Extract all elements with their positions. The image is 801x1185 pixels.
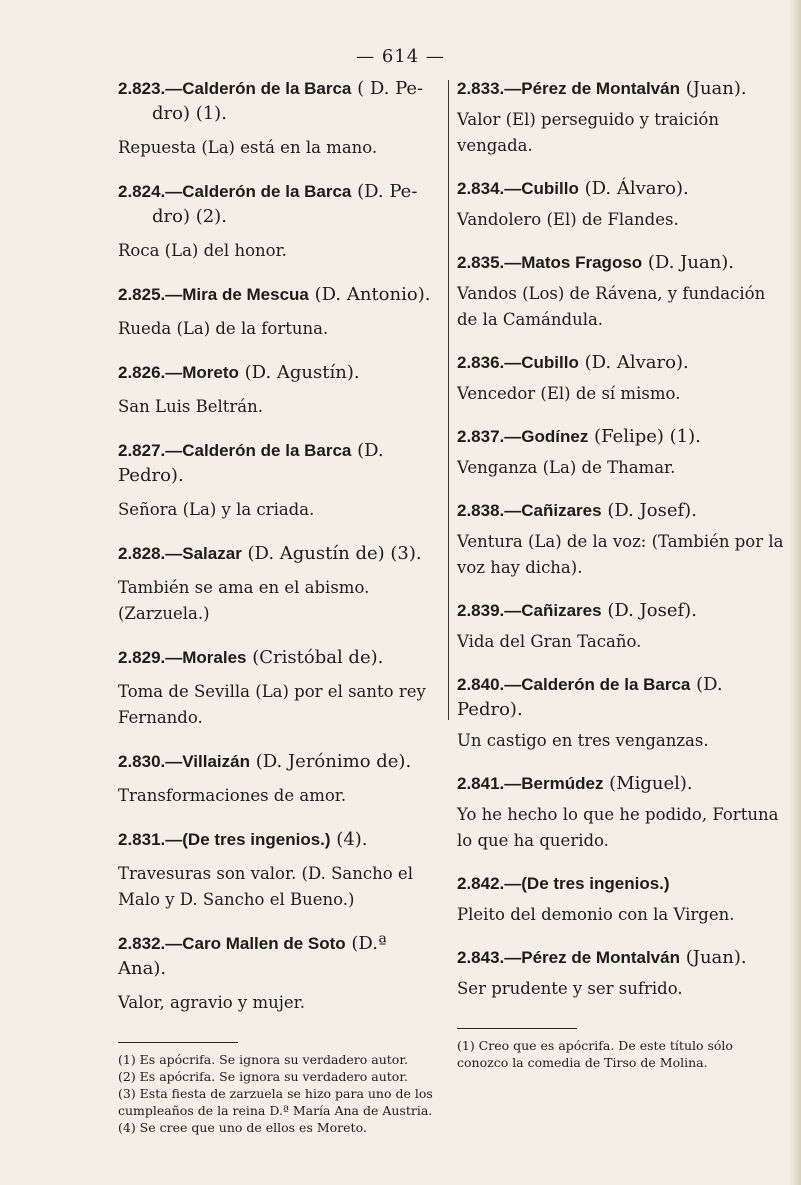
entry-title: Vandos (Los) de Rávena, y fundación de la Camándula.	[457, 284, 766, 329]
entry-number: 2.839.—	[457, 601, 522, 620]
entry-title: Pleito del demonio con la Virgen.	[457, 905, 735, 924]
entry-heading	[118, 931, 440, 981]
entry-author: Calderón de la Barca	[182, 79, 352, 98]
entry-number: 2.840.—	[457, 675, 522, 694]
right-column	[457, 76, 787, 1071]
catalog-entry	[118, 827, 440, 913]
entry-author-continuation: dro) (2).	[152, 206, 227, 227]
entry-title: Vida del Gran Tacaño.	[457, 632, 642, 651]
catalog-entry	[457, 945, 787, 1002]
entry-author-detail: (D. Alvaro).	[578, 352, 689, 373]
entry-title: También se ama en el abismo. (Zarzuela.)	[118, 578, 370, 623]
entry-heading	[457, 672, 787, 722]
entry-title: Vencedor (El) de sí mismo.	[457, 384, 681, 403]
entry-title: Toma de Sevilla (La) por el santo rey Fernando.	[118, 682, 426, 727]
entry-heading	[457, 76, 787, 101]
entry-heading	[118, 827, 440, 852]
entry-number: 2.824.—	[118, 182, 183, 201]
catalog-entry	[118, 438, 440, 523]
entry-author: Godínez	[521, 427, 589, 446]
catalog-entry	[118, 360, 440, 420]
catalog-entry	[118, 76, 440, 161]
entry-number: 2.834.—	[457, 179, 522, 198]
entry-author-detail: (Miguel).	[603, 773, 693, 794]
entry-author: Calderón de la Barca	[182, 182, 352, 201]
entry-number: 2.830.—	[118, 752, 183, 771]
entry-title: Repuesta (La) está en la mano.	[118, 138, 378, 157]
entry-author-detail: (D. Pe-	[351, 181, 418, 202]
catalog-entry	[457, 350, 787, 407]
entry-title: Yo he hecho lo que he podido, Fortuna lo que ha querido.	[457, 805, 779, 850]
entry-title: San Luis Beltrán.	[118, 397, 263, 416]
footnote: (4) Se cree que uno de ellos es Moreto.	[118, 1120, 367, 1135]
entry-heading	[457, 350, 787, 375]
entry-title: Transformaciones de amor.	[118, 786, 347, 805]
entry-heading	[118, 76, 440, 126]
entry-author-detail: (D. Pedro).	[457, 674, 723, 720]
entry-number: 2.826.—	[118, 363, 183, 382]
entry-heading	[118, 541, 440, 566]
footnote: (1) Es apócrifa. Se ignora su verdadero autor.	[118, 1052, 408, 1067]
entry-heading	[457, 945, 787, 970]
entry-title: Señora (La) y la criada.	[118, 500, 315, 519]
entry-author: Pérez de Montalván	[521, 79, 680, 98]
entry-heading	[457, 598, 787, 623]
catalog-entry	[457, 871, 787, 928]
entry-heading	[118, 749, 440, 774]
entry-title: Travesuras son valor. (D. Sancho el Malo y D. Sancho el Bueno.)	[118, 864, 413, 909]
footnotes-right	[457, 1028, 787, 1071]
entry-author-detail: (D. Jerónimo de).	[249, 751, 412, 772]
catalog-entry	[118, 282, 440, 342]
catalog-entry	[457, 598, 787, 655]
entry-author-detail: (Juan).	[679, 947, 747, 968]
entry-author-detail: (4).	[330, 829, 368, 850]
footnote: (2) Es apócrifa. Se ignora su verdadero autor.	[118, 1069, 408, 1084]
footnote-rule	[118, 1042, 238, 1043]
entry-title: Vandolero (El) de Flandes.	[457, 210, 679, 229]
entry-heading	[457, 771, 787, 796]
entry-heading	[457, 424, 787, 449]
column-divider	[448, 80, 449, 720]
catalog-entry	[457, 76, 787, 159]
entry-title: Valor (El) perseguido y traición vengada.	[457, 110, 719, 155]
entry-title: Roca (La) del honor.	[118, 241, 287, 260]
entry-number: 2.827.—	[118, 441, 183, 460]
entry-title: Rueda (La) de la fortuna.	[118, 319, 329, 338]
entry-author-detail: (D. Juan).	[642, 252, 735, 273]
entry-author: Cubillo	[521, 353, 579, 372]
entry-number: 2.843.—	[457, 948, 522, 967]
entry-author: Matos Fragoso	[521, 253, 643, 272]
entry-heading	[457, 250, 787, 275]
entry-heading	[118, 438, 440, 488]
entry-title: Ser prudente y ser sufrido.	[457, 979, 683, 998]
catalog-entry	[118, 179, 440, 264]
entry-author: (De tres ingenios.)	[182, 830, 331, 849]
entry-author: Cañizares	[521, 501, 602, 520]
entries-right	[457, 76, 787, 1002]
entry-author-detail: (D. Josef).	[601, 500, 697, 521]
entry-number: 2.835.—	[457, 253, 522, 272]
catalog-entry	[457, 176, 787, 233]
entry-author-detail: (D. Agustín de) (3).	[241, 543, 422, 564]
entry-author: Calderón de la Barca	[182, 441, 352, 460]
catalog-entry	[457, 672, 787, 754]
entry-heading	[118, 179, 440, 229]
entry-author: Cubillo	[521, 179, 579, 198]
entry-heading	[457, 498, 787, 523]
entry-author-detail: ( D. Pe-	[351, 78, 424, 99]
catalog-entry	[118, 541, 440, 627]
footnote-rule	[457, 1028, 577, 1029]
footnote: (1) Creo que es apócrifa. De este título sólo conozco la comedia de Tirso de Molina.	[457, 1038, 733, 1070]
page-number: — 614 —	[356, 46, 445, 67]
entry-author: Villaizán	[182, 752, 250, 771]
entry-number: 2.842.—	[457, 874, 522, 893]
entry-author-detail: (D. Josef).	[601, 600, 697, 621]
entry-title: Venganza (La) de Thamar.	[457, 458, 676, 477]
entry-title: Un castigo en tres venganzas.	[457, 731, 709, 750]
entry-author-detail: (D. Pedro).	[118, 440, 384, 486]
entry-number: 2.829.—	[118, 648, 183, 667]
entry-author: Mira de Mescua	[182, 285, 309, 304]
entry-author: (De tres ingenios.)	[521, 874, 670, 893]
catalog-entry	[118, 645, 440, 731]
entry-author-detail: (D. Antonio).	[308, 284, 431, 305]
entry-number: 2.825.—	[118, 285, 183, 304]
entry-author: Pérez de Montalván	[521, 948, 680, 967]
entry-heading	[118, 282, 440, 307]
entry-heading	[118, 645, 440, 670]
entry-author-continuation: dro) (1).	[152, 103, 227, 124]
footnote: (3) Esta fiesta de zarzuela se hizo para uno de los cumpleaños de la reina D.ª María Ana de Austria.	[118, 1086, 433, 1118]
catalog-entry	[118, 931, 440, 1016]
entry-author-detail: (Felipe) (1).	[588, 426, 701, 447]
entry-number: 2.837.—	[457, 427, 522, 446]
entry-number: 2.831.—	[118, 830, 183, 849]
catalog-entry	[457, 771, 787, 854]
footnotes-left	[118, 1042, 440, 1136]
catalog-entry	[457, 424, 787, 481]
entry-author: Moreto	[182, 363, 239, 382]
entries-left	[118, 76, 440, 1016]
catalog-entry	[118, 749, 440, 809]
entry-author: Calderón de la Barca	[521, 675, 691, 694]
left-column	[118, 76, 440, 1136]
entry-author-detail: (Cristóbal de).	[246, 647, 384, 668]
entry-author-detail: (D. Álvaro).	[578, 178, 689, 199]
catalog-entry	[457, 498, 787, 581]
entry-number: 2.823.—	[118, 79, 183, 98]
entry-number: 2.833.—	[457, 79, 522, 98]
entry-author: Bermúdez	[521, 774, 604, 793]
entry-title: Ventura (La) de la voz: (También por la voz hay dicha).	[457, 532, 784, 577]
entry-heading	[457, 176, 787, 201]
page-edge-shadow	[789, 0, 801, 1185]
entry-author: Cañizares	[521, 601, 602, 620]
entry-number: 2.828.—	[118, 544, 183, 563]
entry-number: 2.832.—	[118, 934, 183, 953]
entry-author: Morales	[182, 648, 247, 667]
entry-heading	[118, 360, 440, 385]
entry-author-detail: (D. Agustín).	[238, 362, 360, 383]
entry-number: 2.836.—	[457, 353, 522, 372]
catalog-entry	[457, 250, 787, 333]
entry-number: 2.838.—	[457, 501, 522, 520]
entry-title: Valor, agravio y mujer.	[118, 993, 305, 1012]
entry-author: Caro Mallen de Soto	[182, 934, 346, 953]
entry-author-detail: (D.ª Ana).	[118, 933, 387, 979]
entry-heading	[457, 871, 787, 896]
entry-author-detail: (Juan).	[679, 78, 747, 99]
entry-number: 2.841.—	[457, 774, 522, 793]
entry-author: Salazar	[182, 544, 242, 563]
